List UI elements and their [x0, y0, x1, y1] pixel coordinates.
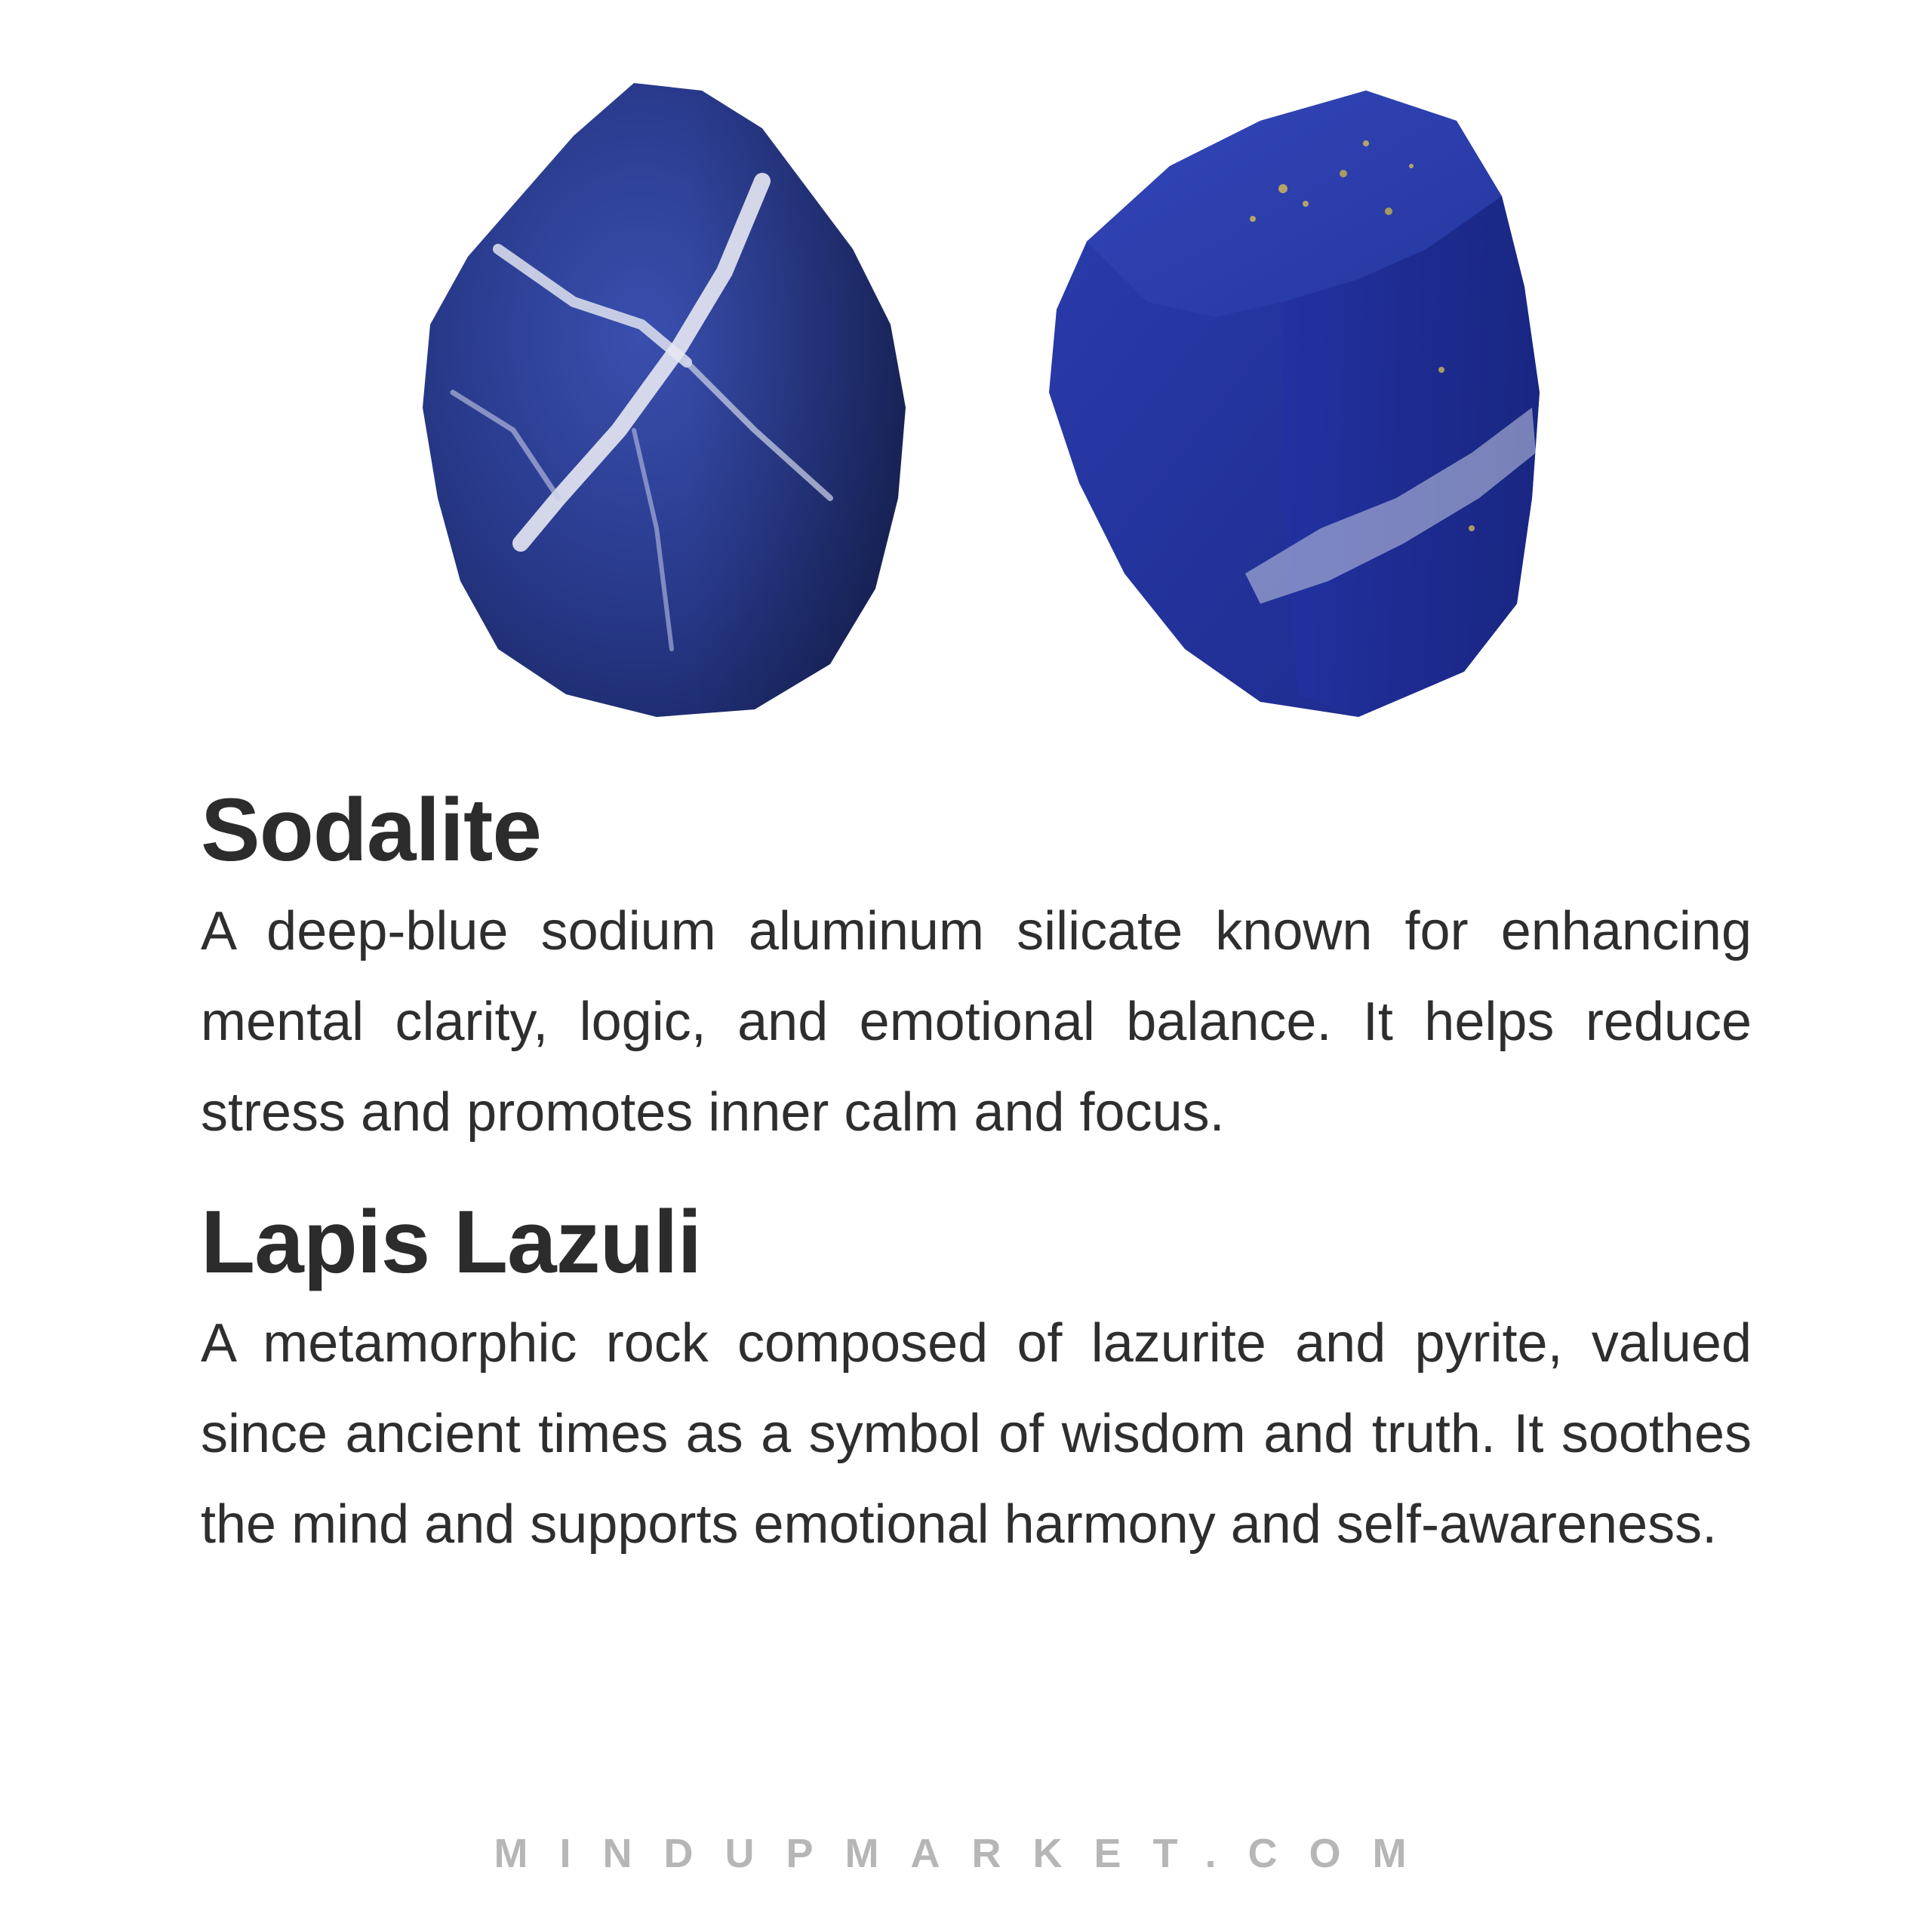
lapis-lazuli-stone-image	[1034, 75, 1555, 724]
lapis-lazuli-section	[201, 1189, 1752, 1570]
sodalite-section	[201, 777, 1752, 1158]
stone-descriptions	[201, 777, 1752, 1570]
stone-images	[0, 0, 1932, 755]
stone-description: A deep-blue sodium aluminum silicate known for enhancing mental clarity, logic, and emotional balance. It helps reduce stress and promotes inner calm and focus.	[201, 901, 1752, 1143]
stone-title: Sodalite	[201, 780, 541, 880]
stone-title: Lapis Lazuli	[201, 1192, 702, 1292]
site-watermark: MINDUPMARKET.COM	[494, 1831, 1438, 1876]
sodalite-stone-image	[408, 75, 928, 724]
stone-description: A metamorphic rock composed of lazurite and pyrite, valued since ancient times as a symbol of wisdom and truth. It soothes the mind and supports emotional harmony and self-awareness.	[201, 1313, 1752, 1555]
